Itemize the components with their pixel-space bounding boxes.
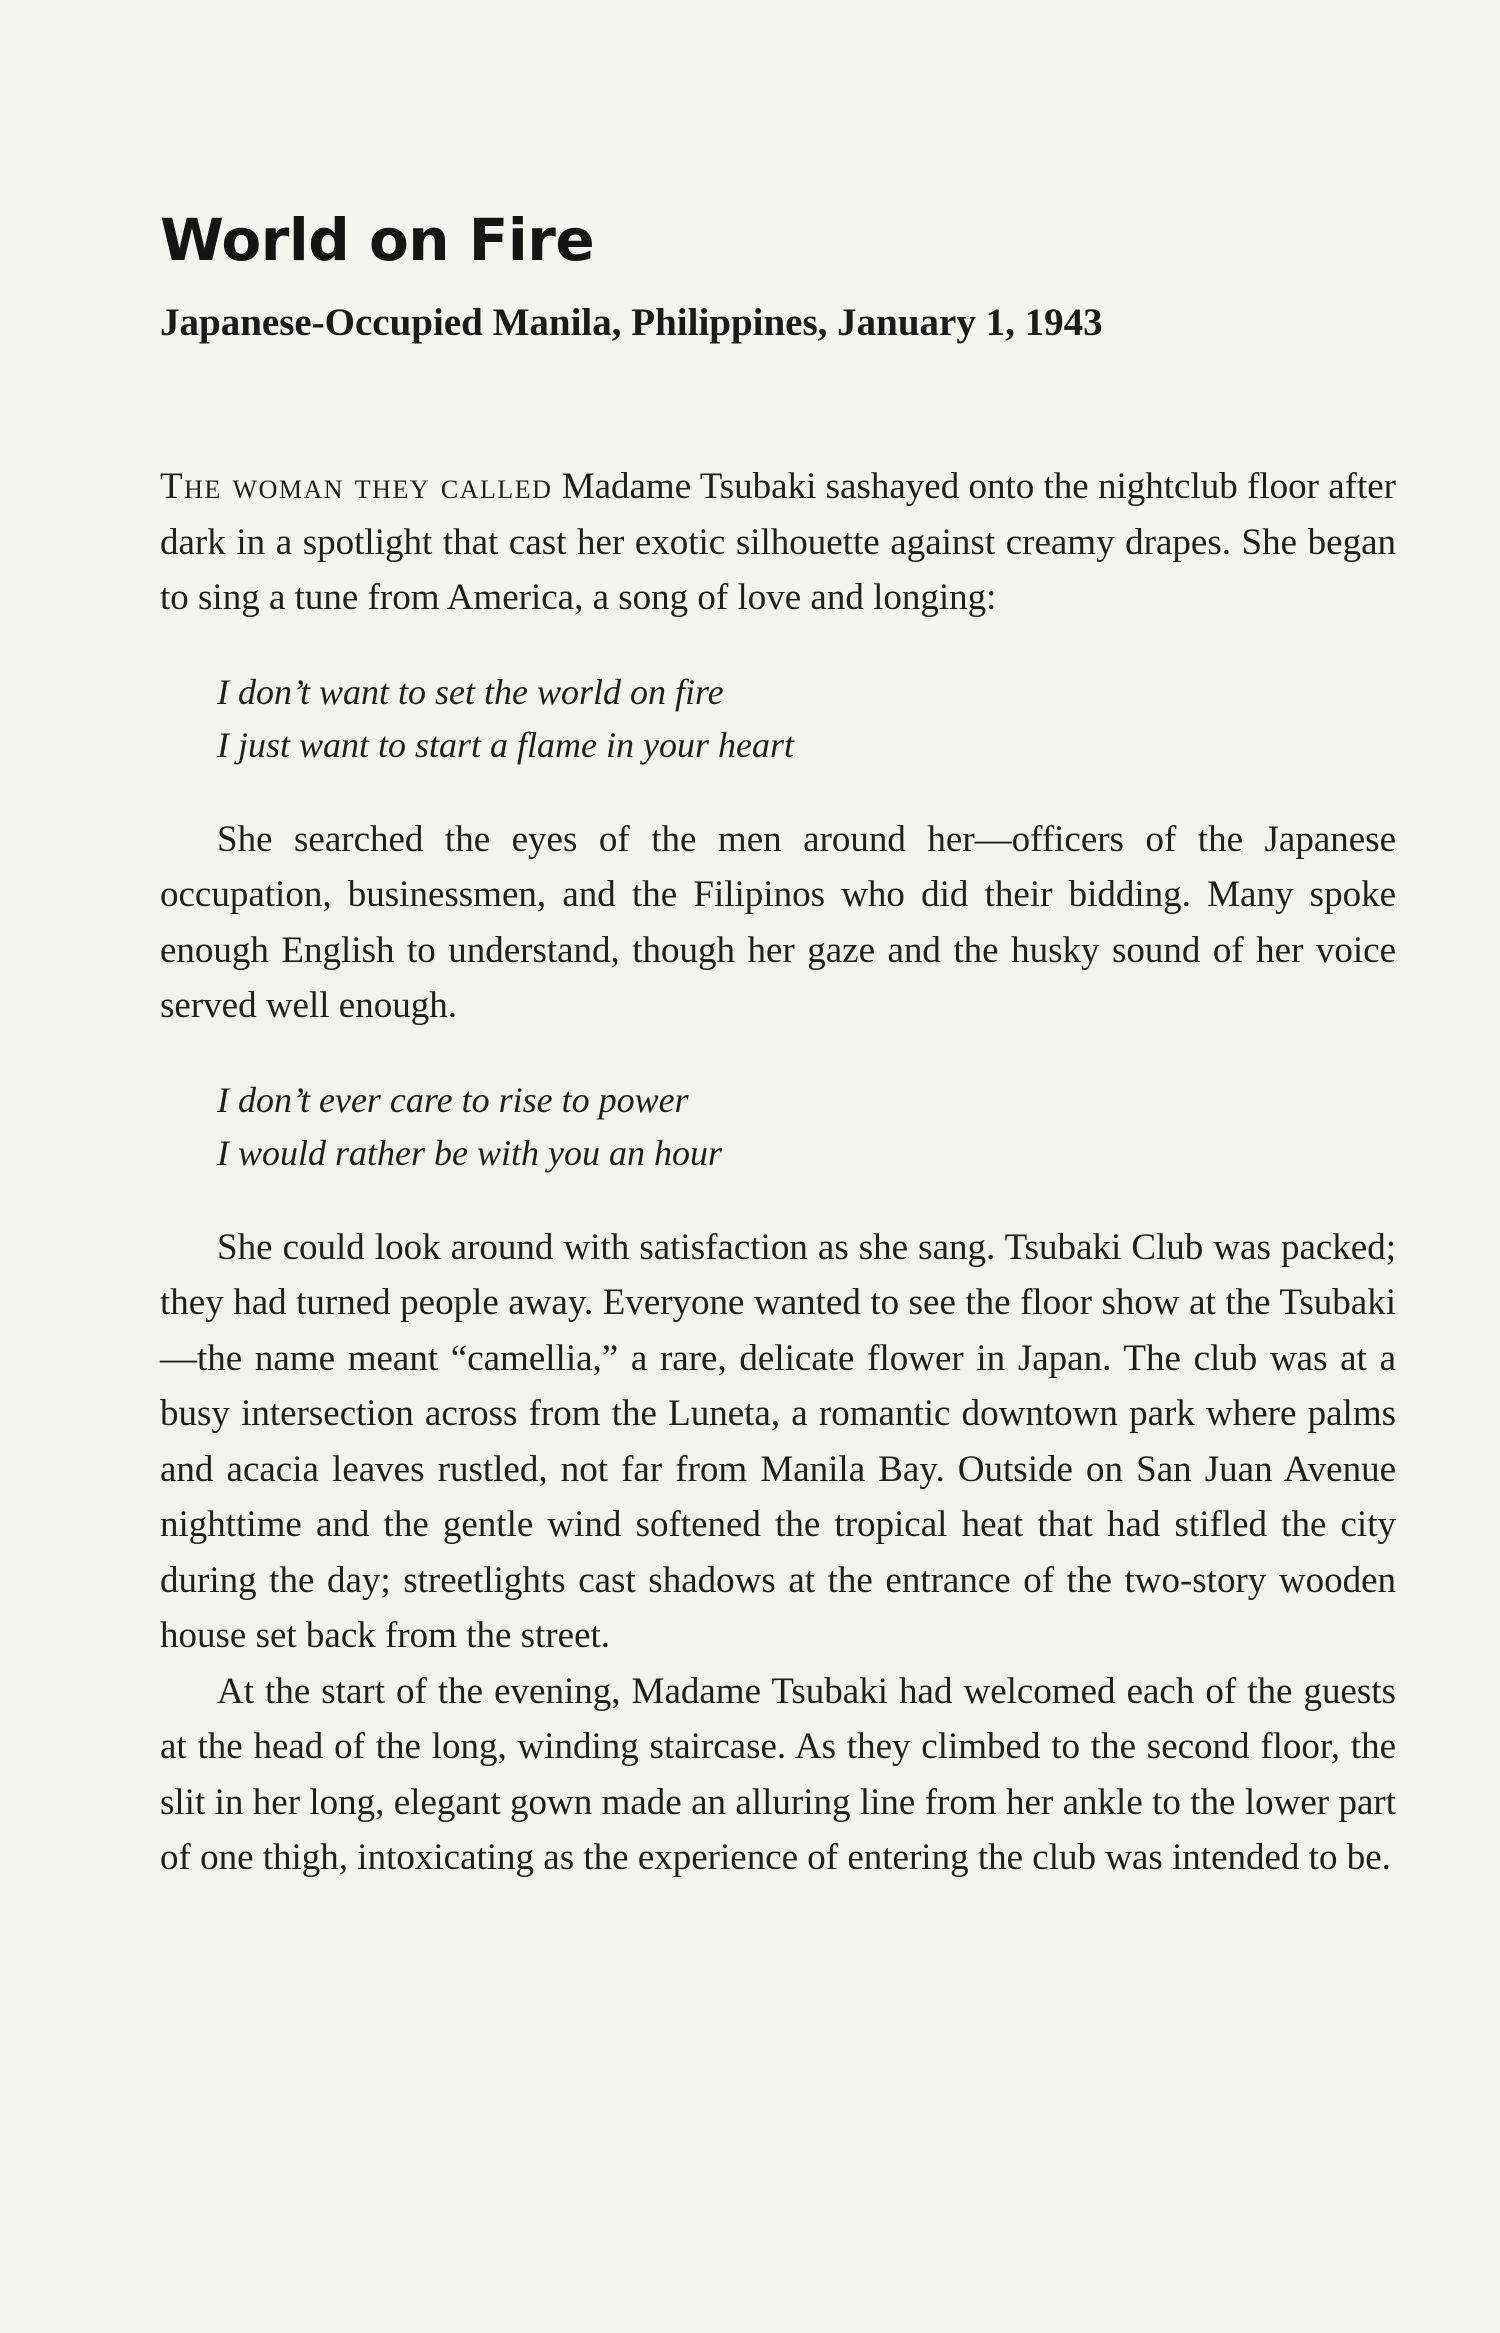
chapter-title: World on Fire [160,206,595,274]
verse-line: I just want to start a flame in your heart [217,724,795,765]
verse-line: I don’t ever care to rise to power [217,1079,689,1120]
page-content [160,195,1396,1886]
chapter-subtitle: Japanese-Occupied Manila, Philippines, January 1, 1943 [160,301,1103,344]
paragraph-2: She searched the eyes of the men around her—officers of the Japanese occupation, businessmen, and the Filipinos who did their bidding. Many spoke enough English to understand, though her gaze and the husky sound of her voice served well enough. [160,818,1396,1026]
paragraph-3: She could look around with satisfaction as she sang. Tsubaki Club was packed; they had turned people away. Everyone wanted to see the floor show at the Tsubaki—the name meant “camellia,” a rare, delicate flower in Japan. The club was at a busy intersection across from the Luneta, a romantic downtown park where palms and acacia leaves rustled, not far from Manila Bay. Outside on San Juan Avenue nighttime and the gentle wind softened the tropical heat that had stifled the city during the day; streetlights cast shadows at the entrance of the two-story wooden house set back from the street. [160,1226,1396,1656]
song-verse-1 [217,666,1396,772]
verse-line: I would rather be with you an hour [217,1132,722,1173]
paragraph-1-lead-in: The woman they called [160,466,553,507]
song-verse-2 [217,1074,1396,1180]
paragraph-1-text: Madame Tsubaki sashayed onto the nightclub floor after dark in a spotlight that cast her exotic silhouette against creamy drapes. She began to sing a tune from America, a song of love and longing: [160,466,1396,618]
paragraph-1 [160,459,1396,626]
verse-line: I don’t want to set the world on fire [217,671,724,712]
paragraph-4: At the start of the evening, Madame Tsubaki had welcomed each of the guests at the head of the long, winding staircase. As they climbed to the second floor, the slit in her long, elegant gown made an alluring line from her ankle to the lower part of one thigh, intoxicating as the experience of entering the club was intended to be. [160,1670,1396,1878]
